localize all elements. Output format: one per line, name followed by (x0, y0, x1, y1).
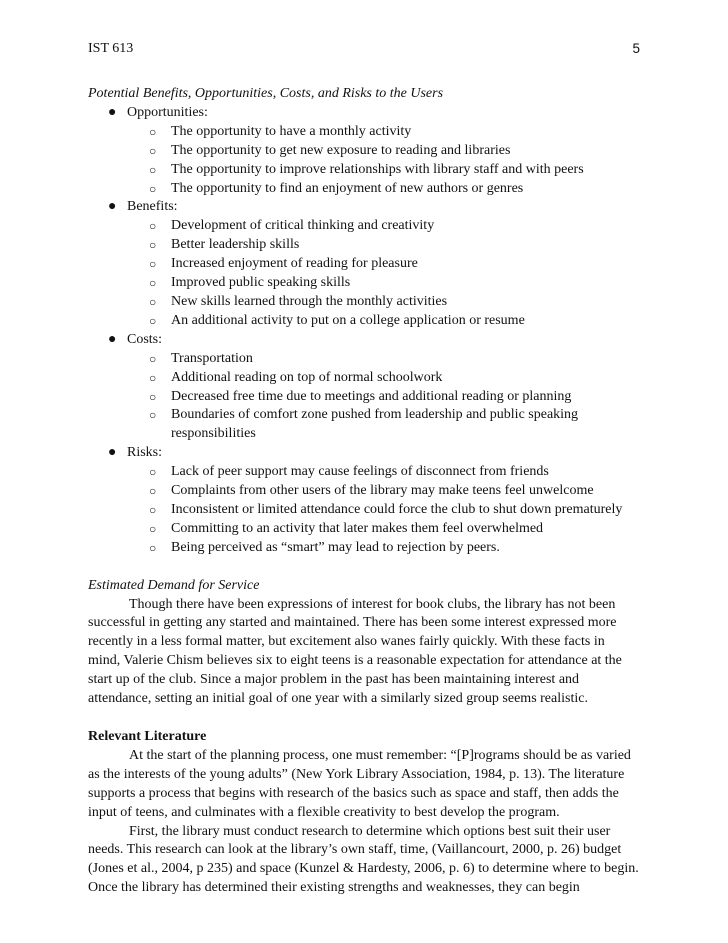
list-item (127, 217, 640, 236)
circle-bullet-icon: ○ (149, 351, 157, 366)
item-text: Better leadership skills (171, 237, 300, 253)
circle-bullet-icon: ○ (149, 370, 157, 385)
literature-paragraph: First, the library must conduct research to determine which options best suit their user needs. This research can look at the library’s own staff, time, (Vaillancourt, 2000, p. 26) budget (Jones et al., 2004, p 235) and space (Kunzel & Hardesty, 2006, p. 6) to determine where to begin. Once the library has determined their existing strengths and weaknesses, they can begin (88, 823, 639, 896)
item-text: The opportunity to have a monthly activity (171, 123, 412, 139)
list-item (127, 463, 640, 482)
circle-bullet-icon: ○ (149, 484, 157, 499)
list-item (127, 388, 640, 407)
circle-bullet-icon: ○ (149, 521, 157, 536)
course-code: IST 613 (88, 41, 134, 56)
list-item (127, 274, 640, 293)
circle-bullet-icon: ○ (149, 408, 157, 423)
item-text: The opportunity to improve relationships with library staff and with peers (171, 161, 584, 177)
spacer (88, 709, 640, 728)
sub-list (127, 123, 640, 199)
item-text: Boundaries of comfort zone pushed from leadership and public speaking responsibilities (171, 407, 579, 442)
spacer (88, 558, 640, 577)
list-item (127, 539, 640, 558)
item-text: Being perceived as “smart” may lead to rejection by peers. (171, 539, 500, 555)
circle-bullet-icon: ○ (149, 238, 157, 253)
circle-bullet-icon: ○ (149, 465, 157, 480)
bullet-icon: ● (108, 445, 117, 461)
literature-section-title: Relevant Literature (88, 729, 207, 744)
sub-list (127, 217, 640, 330)
page-number: 5 (632, 41, 640, 56)
list-item (127, 180, 640, 199)
item-text: Complaints from other users of the library may make teens feel unwelcome (171, 483, 594, 499)
list-item (127, 350, 640, 369)
sub-list (127, 463, 640, 558)
circle-bullet-icon: ○ (149, 181, 157, 196)
list-item (88, 104, 640, 199)
list-item (127, 482, 640, 501)
item-text: Additional reading on top of normal schoolwork (171, 369, 443, 385)
list-item (88, 198, 640, 330)
item-text: Transportation (171, 350, 253, 366)
group-label: Opportunities: (127, 104, 208, 120)
item-text: Increased enjoyment of reading for pleasure (171, 256, 418, 272)
list-item (127, 161, 640, 180)
circle-bullet-icon: ○ (149, 219, 157, 234)
item-text: Improved public speaking skills (171, 275, 351, 291)
list-item (127, 520, 640, 539)
page-content (88, 85, 640, 898)
list-item (127, 142, 640, 161)
literature-paragraph: At the start of the planning process, one must remember: “[P]rograms should be as varied as the interests of the young adults” (New York Library Association, 1984, p. 13). The literature supports a process that begins with research of the basics such as space and staff, then adds the input of teens, and culminates with a flexible creativity to best develop the program. (88, 747, 631, 820)
circle-bullet-icon: ○ (149, 257, 157, 272)
item-text: Development of critical thinking and creativity (171, 218, 435, 234)
demand-paragraph: Though there have been expressions of interest for book clubs, the library has not been successful in getting any started and maintained. There has been some interest expressed more recently in a less formal matter, but excitement also wanes fairly quickly. With these facts in mind, Valerie Chism believes six to eight teens is a reasonable expectation for attendance at the start up of the club. Since a major problem in the past has been maintaining interest and attendance, setting an initial goal of one year with a similarly sized group seems realistic. (88, 596, 622, 707)
list-item (88, 331, 640, 444)
bullet-icon: ● (108, 199, 117, 215)
circle-bullet-icon: ○ (149, 276, 157, 291)
item-text: An additional activity to put on a college application or resume (171, 312, 525, 328)
group-label: Benefits: (127, 199, 178, 215)
list-item (127, 501, 640, 520)
benefits-list (88, 104, 640, 558)
group-label: Costs: (127, 331, 163, 347)
benefits-section-title: Potential Benefits, Opportunities, Costs, and Risks to the Users (88, 86, 444, 101)
circle-bullet-icon: ○ (149, 389, 157, 404)
sub-list (127, 350, 640, 445)
item-text: New skills learned through the monthly activities (171, 293, 448, 309)
group-label: Risks: (127, 445, 163, 461)
circle-bullet-icon: ○ (149, 143, 157, 158)
circle-bullet-icon: ○ (149, 294, 157, 309)
list-item (127, 293, 640, 312)
item-text: The opportunity to find an enjoyment of new authors or genres (171, 180, 524, 196)
item-text: Committing to an activity that later makes them feel overwhelmed (171, 520, 544, 536)
item-text: Decreased free time due to meetings and additional reading or planning (171, 388, 572, 404)
bullet-icon: ● (108, 104, 117, 120)
circle-bullet-icon: ○ (149, 162, 157, 177)
page-header (88, 41, 640, 61)
bullet-icon: ● (108, 331, 117, 347)
list-item (127, 255, 640, 274)
circle-bullet-icon: ○ (149, 540, 157, 555)
item-text: The opportunity to get new exposure to reading and libraries (171, 142, 511, 158)
list-item (127, 312, 640, 331)
circle-bullet-icon: ○ (149, 124, 157, 139)
list-item (127, 369, 640, 388)
circle-bullet-icon: ○ (149, 313, 157, 328)
circle-bullet-icon: ○ (149, 502, 157, 517)
list-item (127, 236, 640, 255)
list-item (127, 123, 640, 142)
item-text: Lack of peer support may cause feelings of disconnect from friends (171, 464, 549, 480)
list-item (88, 444, 640, 557)
demand-section-title: Estimated Demand for Service (88, 577, 260, 593)
item-text: Inconsistent or limited attendance could force the club to shut down prematurely (171, 501, 623, 517)
list-item (127, 406, 640, 444)
